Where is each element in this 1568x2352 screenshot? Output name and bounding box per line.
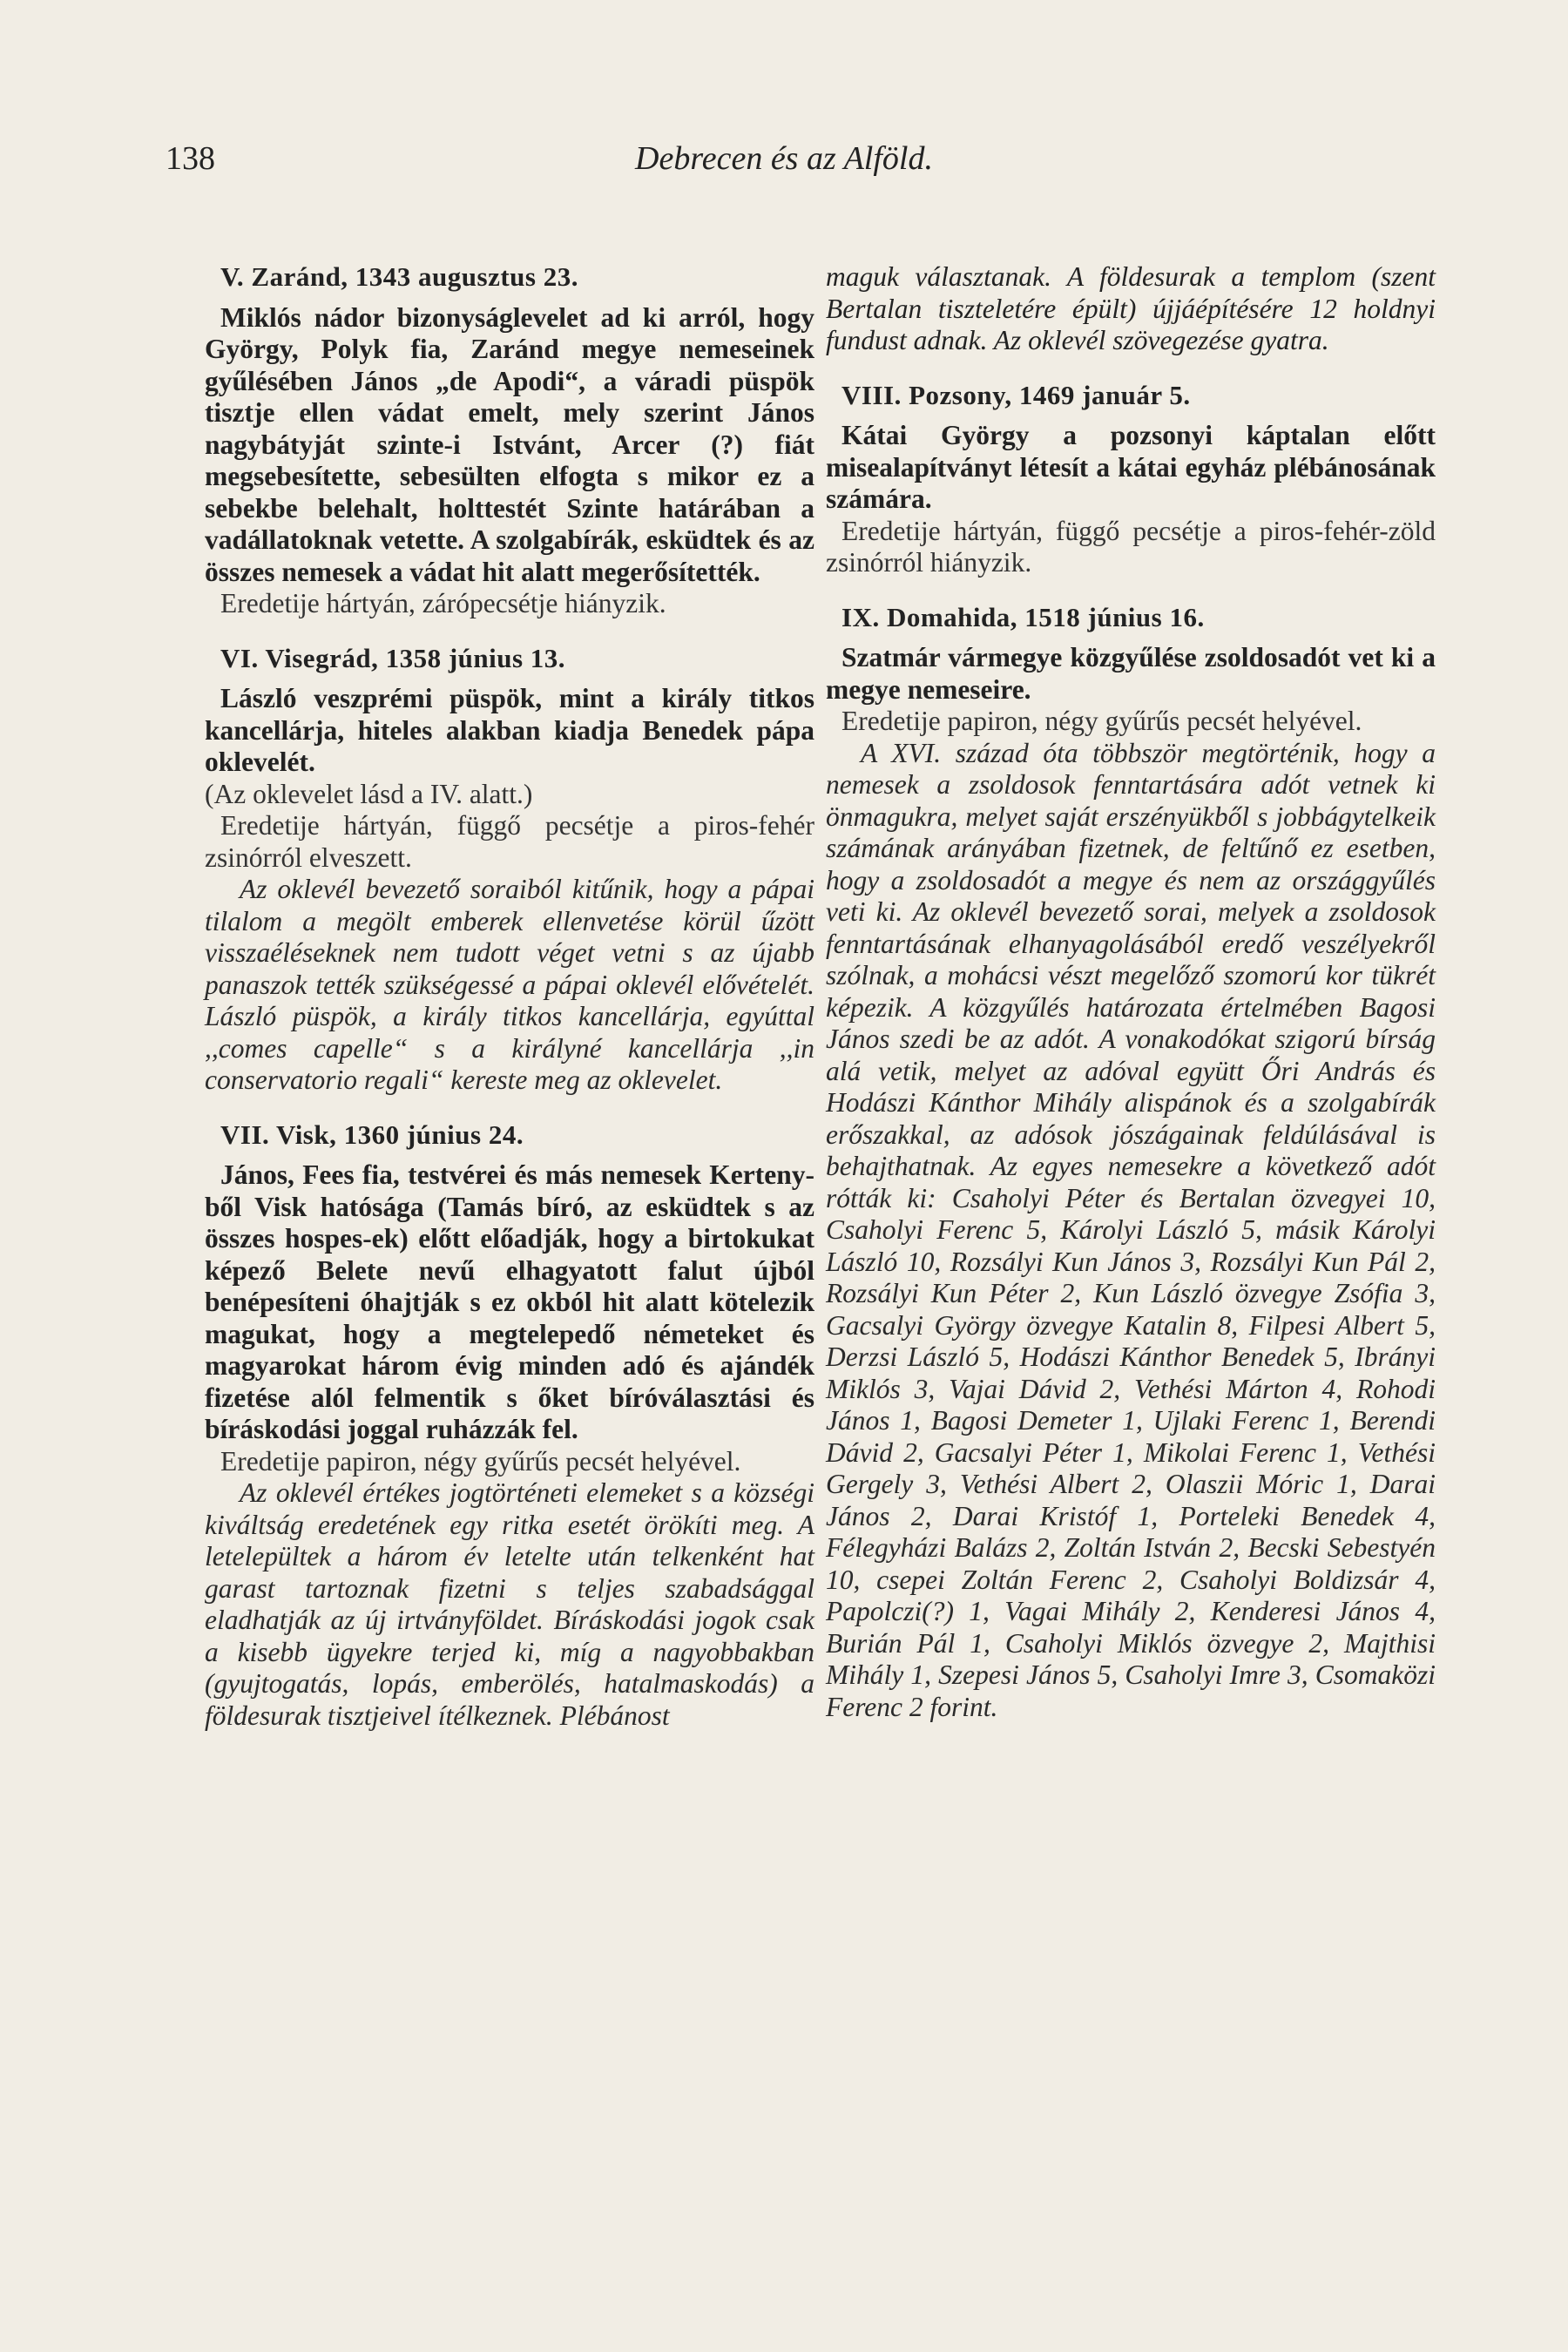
left-column	[205, 261, 814, 1732]
commentary: Az oklevél bevezető soraiból kitűnik, hogy a pápai tilalom a megölt emberek ellenvetése körül űzött visszaéléseknek nem tudott véget vetni s az újabb panaszok tették szükségessé a pápai oklevél elővételét. László püspök, a király titkos kancellárja, egyúttal ,,comes capelle“ s a királyné kancellárja ,,in conservatorio regali“ kereste meg az oklevelet.	[205, 874, 814, 1095]
section-heading: VI. Visegrád, 1358 június 13.	[220, 642, 566, 673]
source-note: Eredetije papiron, négy gyűrűs pecsét helyével.	[220, 1445, 741, 1477]
commentary: Az oklevél értékes jogtörténeti elemeket s a községi kiváltság eredetének egy ritka esetét örökíti meg. A letelepültek a három év letelte után telkenként hat garast tartoznak fizetni s teljes szabadsággal eladhatják az új irtványföldet. Bíráskodási jogok csak a kisebb ügyekre terjed ki, míg a nagyobbakban (gyujtogatás, lopás, emberölés, hatalmaskodás) a földesurak tisztjeivel ítélkeznek. Plébánost	[205, 1477, 814, 1731]
regest-summary: László veszprémi püspök, mint a király titkos kancellárja, hiteles alakban kiadja Benedek pápa oklevelét.	[205, 683, 814, 777]
page-number: 138	[166, 140, 215, 177]
regest-summary: János, Fees fia, testvérei és más nemesek Kerteny-ből Visk hatósága (Tamás bíró, az esküdtek s az összes hospes-ek) előtt előadják, hogy a birtokukat képező Belete nevű elhagyatott falut újból benépesíteni óhajtják s ez okból hit alatt kötelezik magukat, hogy a megtelepedő németeket és magyarokat három évig minden adó és ajándék fizetése alól felmentik s őket bíróválasztási és bíráskodási joggal ruházzák fel.	[205, 1159, 814, 1444]
page-header	[166, 139, 1402, 192]
running-title: Debrecen és az Alföld.	[635, 140, 933, 177]
section-heading: V. Zaránd, 1343 augusztus 23.	[220, 261, 578, 292]
section-heading: IX. Domahida, 1518 június 16.	[841, 601, 1205, 632]
commentary-continued: maguk választanak. A földesurak a templom (szent Bertalan tiszteletére épült) újjáépítésére 12 holdnyi fundust adnak. Az oklevél szövegezése gyatra.	[826, 261, 1436, 355]
section-heading: VII. Visk, 1360 június 24.	[220, 1119, 524, 1150]
source-note: Eredetije hártyán, függő pecsétje a piros-fehér-zöld zsinórról hiányzik.	[826, 515, 1436, 578]
right-column	[826, 261, 1436, 1723]
section-heading: VIII. Pozsony, 1469 január 5.	[841, 379, 1191, 410]
regest-summary: Szatmár vármegye közgyűlése zsoldosadót vet ki a megye nemeseire.	[826, 642, 1436, 705]
regest-summary: Kátai György a pozsonyi káptalan előtt misealapítványt létesít a kátai egyház plébánosának számára.	[826, 420, 1436, 514]
source-note: Eredetije hártyán, függő pecsétje a piros-fehér zsinórról elveszett.	[205, 810, 814, 873]
source-note: Eredetije papiron, négy gyűrűs pecsét helyével.	[841, 706, 1362, 736]
cross-reference: (Az oklevelet lásd a IV. alatt.)	[205, 778, 533, 809]
commentary: A XVI. század óta többször megtörténik, hogy a nemesek a zsoldosok fenntartására adót vetnek ki önmagukra, melyet saját erszényükből s jobbágytelkeik számának arányában fizetnek, de feltűnő ez esetben, hogy a zsoldosadót a megye és nem az országgyűlés veti ki. Az oklevél bevezető sorai, melyek a zsoldosok fenntartásának elhanyagolásából eredő veszélyekről szólnak, a mohácsi vészt megelőző szomorú kor tükrét képezik. A közgyűlés határozata értelmében Bagosi János szedi be az adót. A vonakodókat szigorú bírság alá vetik, melyet az adóval együtt Őri András és Hodászi Kánthor Mihály alispánok és a szolgabírák erőszakkal, az adósok jószágainak feldúlásával is behajthatnak. Az egyes nemesekre a következő adót rótták ki: Csaholyi Péter és Bertalan özvegyei 10, Csaholyi Ferenc 5, Károlyi László 5, másik Károlyi László 10, Rozsályi Kun János 3, Rozsályi Kun Pál 2, Rozsályi Kun Péter 2, Kun László özvegye Zsófia 3, Gacsalyi György özvegye Katalin 8, Filpesi Albert 5, Derzsi László 5, Hodászi Kánthor Benedek 5, Ibrányi Miklós 3, Vajai Dávid 2, Vethési Márton 4, Rohodi János 1, Bagosi Demeter 1, Ujlaki Ferenc 1, Berendi Dávid 2, Gacsalyi Péter 1, Mikolai Ferenc 1, Vethési Gergely 3, Vethési Albert 2, Olaszii Móric 1, Darai János 2, Darai Kristóf 1, Porteleki Benedek 4, Félegyházi Balázs 2, Zoltán István 2, Becski Sebestyén 10, csepei Zoltán Ferenc 2, Csaholyi Boldizsár 4, Papolczi(?) 1, Vagai Mihály 2, Kenderesi János 4, Burián Pál 1, Csaholyi Miklós özvegye 2, Majthisi Mihály 1, Szepesi János 5, Csaholyi Imre 3, Csomaközi Ferenc 2 forint.	[826, 737, 1436, 1722]
regest-summary: Miklós nádor bizonyságlevelet ad ki arról, hogy György, Polyk fia, Zaránd megye nemeseinek gyűlésében János „de Apodi“, a váradi püspök tisztje ellen vádat emelt, mely szerint János nagybátyját szinte-i Istvánt, Arcer (?) fiát megsebesítette, sebesülten elfogta s mikor ez a sebekbe belehalt, holttestét Szinte határában a vadállatoknak vetette. A szolgabírák, esküdtek és az összes nemesek a vádat hit alatt megerősítették.	[205, 301, 814, 587]
source-note: Eredetije hártyán, zárópecsétje hiányzik.	[220, 588, 666, 618]
